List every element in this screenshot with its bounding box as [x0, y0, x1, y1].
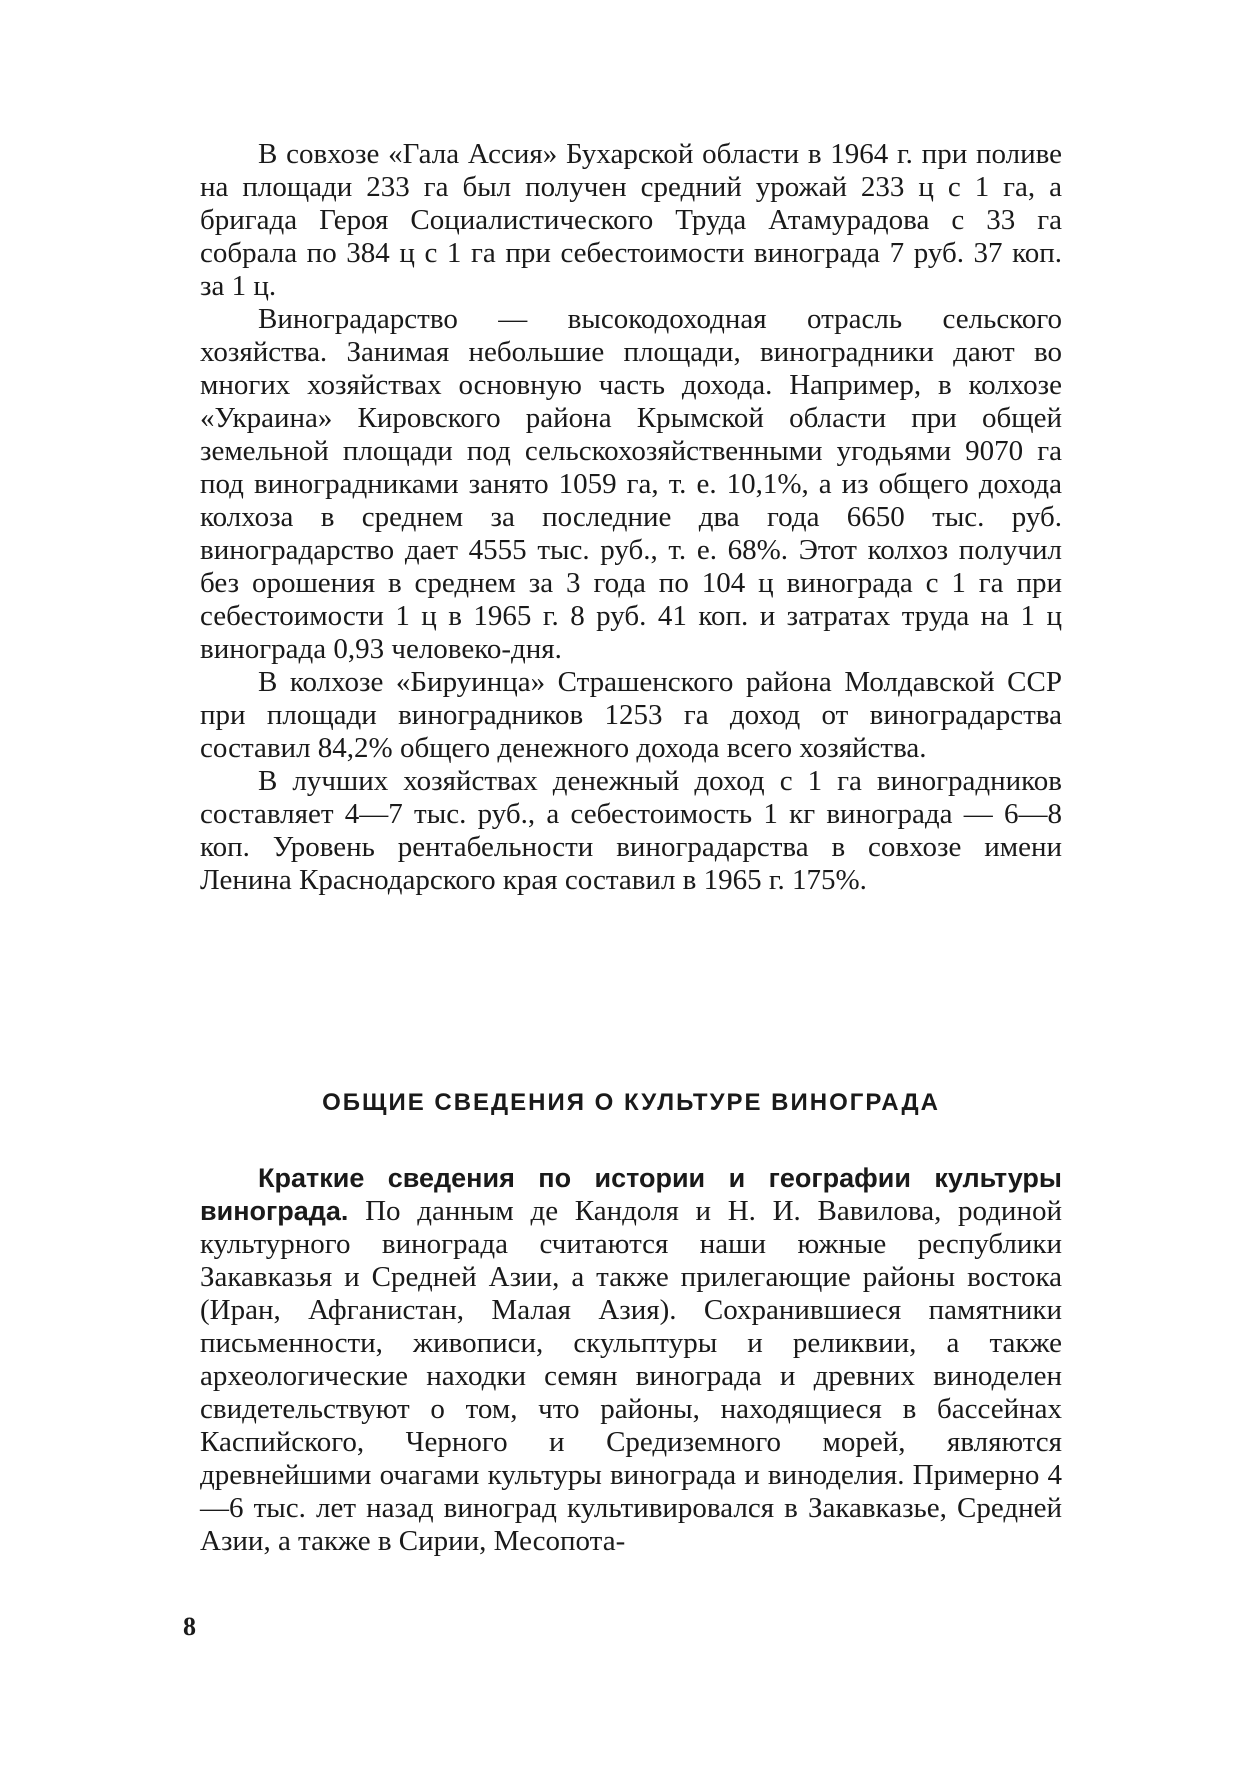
paragraph-gala-assia: В совхозе «Гала Ассия» Бухарской области в 1964 г. при поливе на площади 233 га был получен средний урожай 233 ц с 1 га, а бригада Героя Социалистического Труда Атамурадова с 33 га собрала по 384 ц с 1 га при себестоимости винограда 7 руб. 37 коп. за 1 ц.	[200, 138, 1062, 302]
paragraph-viticulture-income: Виноградарство — высокодоходная отрасль сельского хозяйства. Занимая небольшие площади, виноградники дают во многих хозяйствах основную часть дохода. Например, в колхозе «Украина» Кировского района Крымской области при общей земельной площади под сельскохозяйственными угодьями 9070 га под виноградниками занято 1059 га, т. е. 10,1%, а из общего дохода колхоза в среднем за последние два года 6650 тыс. руб. виноградарство дает 4555 тыс. руб., т. е. 68%. Этот колхоз получил без орошения в среднем за 3 года по 104 ц винограда с 1 га при себестоимости 1 ц в 1965 г. 8 руб. 41 коп. и затратах труда на 1 ц винограда 0,93 человеко-дня.	[200, 303, 1062, 665]
section-heading: ОБЩИЕ СВЕДЕНИЯ О КУЛЬТУРЕ ВИНОГРАДА	[322, 1089, 940, 1116]
history-paragraph	[200, 1162, 1062, 1558]
body-text	[200, 138, 1062, 897]
history-section	[200, 1162, 1062, 1558]
subsection-text: По данным де Кандоля и Н. И. Вавилова, родиной культурного винограда считаются наши южные республики Закавказья и Средней Азии, а также прилегающие районы востока (Иран, Афганистан, Малая Азия). Сохранившиеся памятники письменности, живописи, скульптуры и реликвии, а также археологические находки семян винограда и древних виноделен свидетельствуют о том, что районы, находящиеся в бассейнах Каспийского, Черного и Средиземного морей, являются древнейшими очагами культуры винограда и виноделия. Примерно 4—6 тыс. лет назад виноград культивировался в Закавказье, Средней Азии, а также в Сирии, Месопота-	[200, 1195, 1062, 1557]
paragraph-biruintsa: В колхозе «Бируинца» Страшенского района Молдавской ССР при площади виноградников 1253 га доход от виноградарства составил 84,2% общего денежного дохода всего хозяйства.	[200, 666, 1062, 764]
page-number: 8	[183, 1612, 196, 1641]
paragraph-best-farms: В лучших хозяйствах денежный доход с 1 га виноградников составляет 4—7 тыс. руб., а себестоимость 1 кг винограда — 6—8 коп. Уровень рентабельности виноградарства в совхозе имени Ленина Краснодарского края составил в 1965 г. 175%.	[200, 765, 1062, 896]
subsection-title: Краткие сведения по истории и географии культуры винограда.	[200, 1163, 1062, 1226]
